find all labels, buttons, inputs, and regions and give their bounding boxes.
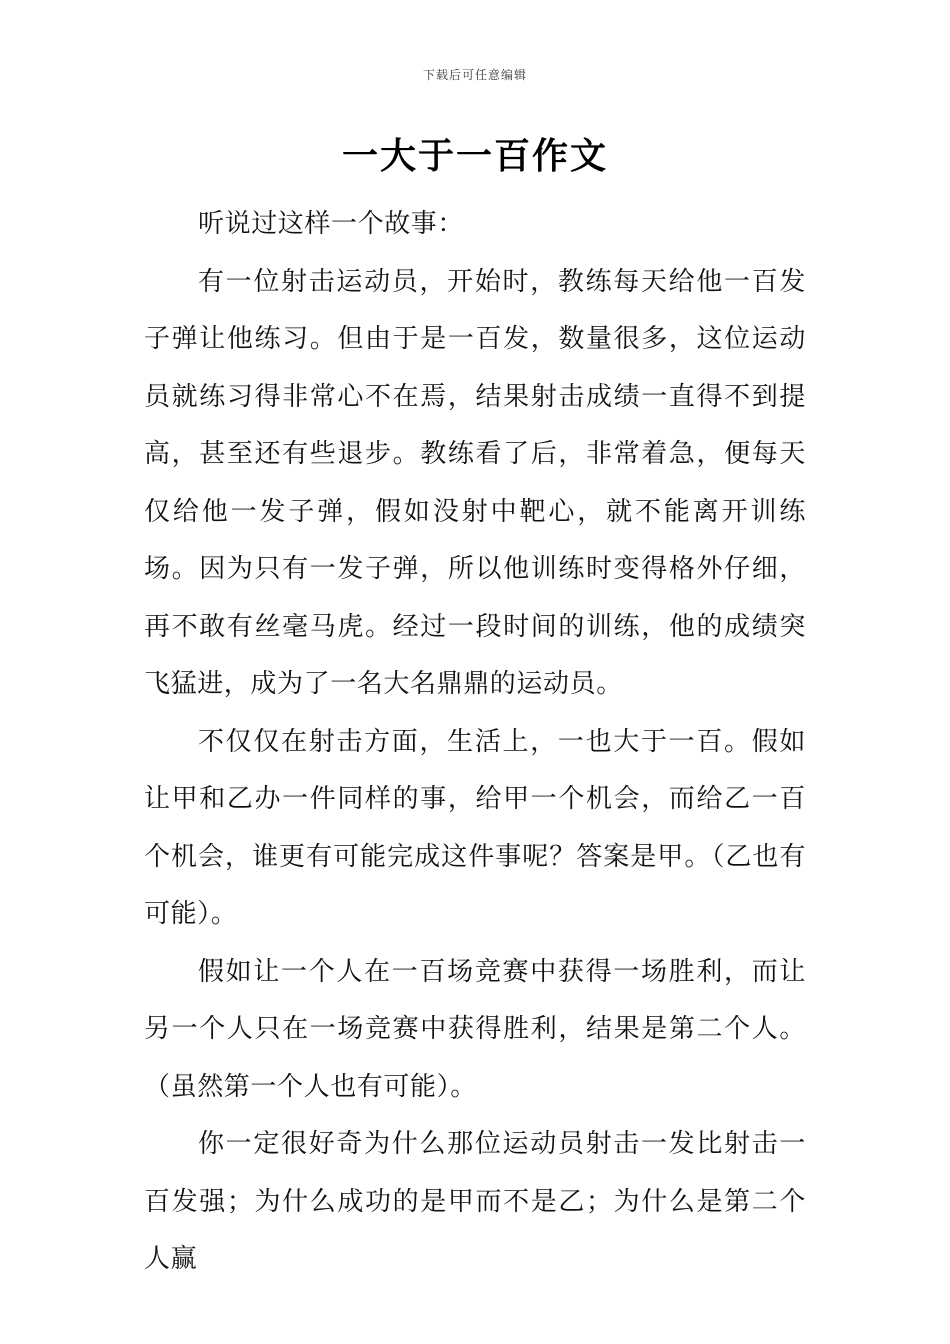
essay-body xyxy=(144,196,806,1289)
essay-title: 一大于一百作文 xyxy=(341,136,608,177)
paragraph-story: 有一位射击运动员，开始时，教练每天给他一百发子弹让他练习。但由于是一百发，数量很多，这位运动员就练习得非常心不在焉，结果射击成绩一直得不到提高，甚至还有些退步。教练看了后，非常着急，便每天仅给他一发子弹，假如没射中靶心，就不能离开训练场。因为只有一发子弹，所以他训练时变得格外仔细，再不敢有丝毫马虎。经过一段时间的训练，他的成绩突飞猛进，成为了一名大名鼎鼎的运动员。 xyxy=(144,266,806,699)
paragraph-question: 你一定很好奇为什么那位运动员射击一发比射击一百发强；为什么成功的是甲而不是乙；为什么是第二个人赢 xyxy=(144,1129,806,1274)
paragraph-life: 不仅仅在射击方面，生活上，一也大于一百。假如让甲和乙办一件同样的事，给甲一个机会，而给乙一百个机会，谁更有可能完成这件事呢？答案是甲。（乙也有可能）。 xyxy=(144,726,806,929)
paragraph-intro: 听说过这样一个故事： xyxy=(198,209,465,239)
download-note: 下载后可任意编辑 xyxy=(422,68,527,82)
paragraph-competition: 假如让一个人在一百场竞赛中获得一场胜利，而让另一个人只在一场竞赛中获得胜利，结果是第二个人。（虽然第一个人也有可能）。 xyxy=(144,956,806,1102)
